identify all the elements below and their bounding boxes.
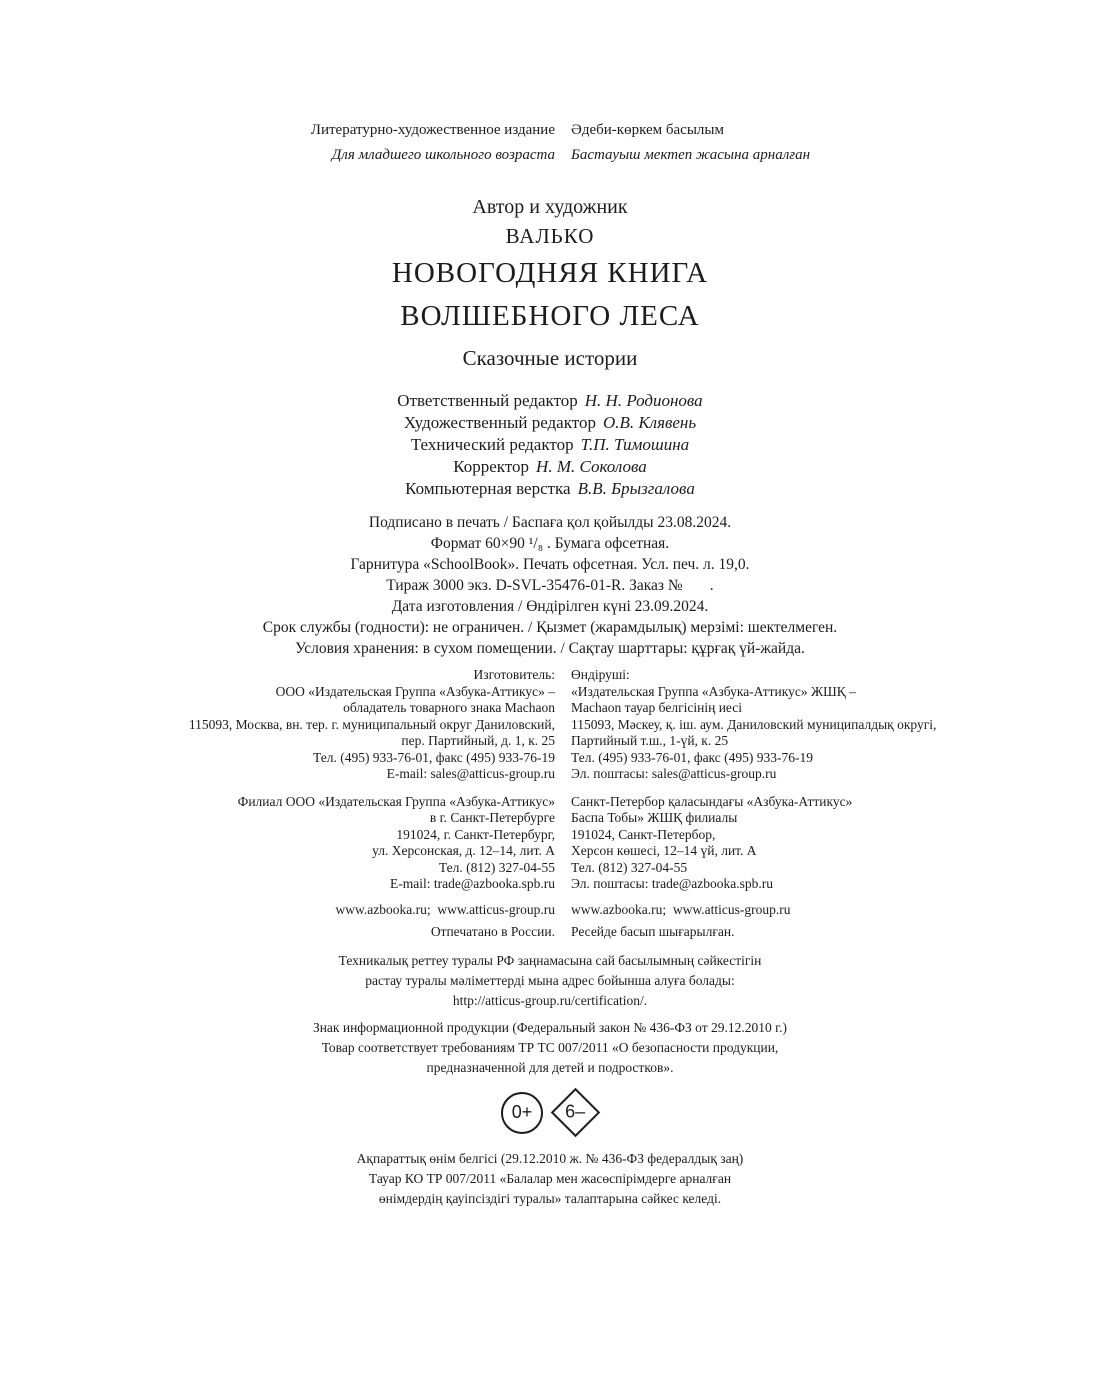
addr-line: E-mail: trade@azbooka.spb.ru xyxy=(390,876,555,891)
addr-line: Тел. (495) 933-76-01, факс (495) 933-76-19 xyxy=(312,749,555,765)
staff-role: Корректор xyxy=(453,457,530,476)
addr-line: 115093, Мәскеу, қ. іш. аум. Даниловский муниципалдық округі, xyxy=(571,716,937,732)
print-line-shelf-life: Срок службы (годности): не ограничен. / Қызмет (жарамдылық) мерзімі: шектелмеген. xyxy=(262,619,838,636)
staff-row xyxy=(0,456,1100,478)
print-line-storage: Условия хранения: в сухом помещении. / Сақтау шарттары: құрғақ үй-жайда. xyxy=(295,640,805,657)
certification-line: Техникалық реттеу туралы РФ заңнамасына сай басылымның сәйкестігін xyxy=(338,952,762,968)
addr-line: Тел. (812) 327-04-55 xyxy=(571,859,688,875)
compliance-line: Тауар КО ТР 007/2011 «Балалар мен жасөспірімдерге арналған xyxy=(368,1170,732,1186)
branch-block xyxy=(0,794,1100,893)
staff-role: Ответственный редактор xyxy=(397,391,578,410)
staff-name: О.В. Клявень xyxy=(602,413,697,432)
info-sign-line: предназначенной для детей и подростков». xyxy=(426,1059,674,1075)
addr-line: Тел. (812) 327-04-55 xyxy=(438,859,555,875)
addr-line: ООО «Издательская Группа «Азбука-Аттикус» – xyxy=(275,683,555,699)
print-line-typeface: Гарнитура «SchoolBook». Печать офсетная. Усл. печ. л. 19,0. xyxy=(350,556,750,573)
certification-block xyxy=(0,951,1100,1011)
book-title-line1: НОВОГОДНЯЯ КНИГА xyxy=(391,257,709,289)
websites-ru: www.azbooka.ru; www.atticus-group.ru xyxy=(335,901,555,917)
addr-line: ул. Херсонская, д. 12–14, лит. А xyxy=(372,843,555,858)
staff-row xyxy=(0,478,1100,500)
staff-role: Технический редактор xyxy=(410,435,574,454)
addr-line: «Издательская Группа «Азбука-Аттикус» ЖШҚ – xyxy=(571,683,856,699)
print-line-circulation: Тираж 3000 экз. D-SVL-35476-01-R. Заказ № . xyxy=(386,577,714,594)
edition-block xyxy=(0,118,1100,168)
addr-line: Эл. поштасы: trade@azbooka.spb.ru xyxy=(571,876,773,891)
addr-line: 191024, г. Санкт-Петербург, xyxy=(396,826,555,842)
edition-kz-audience: Бастауыш мектеп жасына арналған xyxy=(571,147,811,163)
title-block xyxy=(0,194,1100,378)
addr-line: в г. Санкт-Петербурге xyxy=(429,810,555,825)
printed-in-ru: Отпечатано в России. xyxy=(430,924,555,939)
staff-row xyxy=(0,412,1100,434)
edition-kz xyxy=(563,118,1100,168)
print-line-signed: Подписано в печать / Баспаға қол қойылды 23.08.2024. xyxy=(368,514,732,531)
addr-line: Изготовитель: xyxy=(473,667,555,682)
book-subtitle: Сказочные истории xyxy=(462,346,638,370)
addr-line: Өндіруші: xyxy=(571,667,630,682)
printed-in-row xyxy=(0,924,1100,941)
age-mark-diamond-icon xyxy=(551,1088,600,1137)
manufacturer-ru xyxy=(0,667,563,783)
addr-line: Machaon тауар белгісінің иесі xyxy=(571,700,742,715)
edition-ru-type: Литературно-художественное издание xyxy=(310,122,555,138)
info-sign-block xyxy=(0,1018,1100,1078)
certification-line: http://atticus-group.ru/certification/. xyxy=(452,992,648,1008)
staff-row xyxy=(0,390,1100,412)
addr-line: Санкт-Петербор қаласындағы «Азбука-Аттикус» xyxy=(571,793,853,809)
age-mark-circle-icon: 0+ xyxy=(501,1092,543,1134)
staff-role: Художественный редактор xyxy=(403,413,596,432)
print-line-date: Дата изготовления / Өндірілген күні 23.09.2024. xyxy=(391,598,709,615)
author-label: Автор и художник xyxy=(472,196,628,218)
edition-ru-audience: Для младшего школьного возраста xyxy=(331,147,555,163)
addr-line: Эл. поштасы: sales@atticus-group.ru xyxy=(571,766,777,781)
info-sign-line: Товар соответствует требованиям ТР ТС 007/2011 «О безопасности продукции, xyxy=(321,1039,779,1055)
staff-row xyxy=(0,434,1100,456)
websites-row xyxy=(0,902,1100,919)
addr-line: E-mail: sales@atticus-group.ru xyxy=(386,766,555,781)
staff-name: Н. Н. Родионова xyxy=(584,391,703,410)
staff-name: Н. М. Соколова xyxy=(536,457,647,476)
compliance-line: Ақпараттық өнім белгісі (29.12.2010 ж. № 436-ФЗ федералдық заң) xyxy=(356,1150,744,1166)
branch-kz xyxy=(563,794,1100,893)
websites-kz: www.azbooka.ru; www.atticus-group.ru xyxy=(571,901,791,917)
age-mark-diamond-label: 6– xyxy=(565,1102,586,1122)
edition-ru xyxy=(0,118,563,168)
author-name: ВАЛЬКО xyxy=(505,224,595,248)
manufacturer-block xyxy=(0,667,1100,783)
staff-name: В.В. Брызгалова xyxy=(577,479,695,498)
staff-role: Компьютерная верстка xyxy=(405,479,571,498)
edition-kz-type: Әдеби-көркем басылым xyxy=(571,122,724,138)
addr-line: 191024, Санкт-Петербор, xyxy=(571,826,716,842)
addr-line: пер. Партийный, д. 1, к. 25 xyxy=(401,733,555,748)
addr-line: Филиал ООО «Издательская Группа «Азбука-Аттикус» xyxy=(237,793,555,809)
book-title-line2: ВОЛШЕБНОГО ЛЕСА xyxy=(400,300,700,332)
addr-line: Тел. (495) 933-76-01, факс (495) 933-76-19 xyxy=(571,749,814,765)
printed-in-kz: Ресейде басып шығарылған. xyxy=(571,924,735,939)
staff-name: Т.П. Тимошина xyxy=(580,435,690,454)
addr-line: обладатель товарного знака Machaon xyxy=(343,700,555,715)
addr-line: Партийный т.ш., 1-үй, к. 25 xyxy=(571,733,729,748)
addr-line: Херсон көшесі, 12–14 үй, лит. А xyxy=(571,843,757,858)
addr-line: 115093, Москва, вн. тер. г. муниципальный округ Даниловский, xyxy=(188,716,555,732)
manufacturer-kz xyxy=(563,667,1100,783)
addr-line: Баспа Тобы» ЖШҚ филиалы xyxy=(571,810,738,825)
print-line-format: Формат 60×90 ¹/₈ . Бумага офсетная. xyxy=(430,535,670,552)
branch-ru xyxy=(0,794,563,893)
certification-line: растау туралы мәліметтерді мына адрес бойынша алуға болады: xyxy=(365,972,735,988)
compliance-block xyxy=(0,1149,1100,1209)
staff-block xyxy=(0,390,1100,500)
compliance-line: өнімдердің қауіпсіздігі туралы» талаптарына сәйкес келеді. xyxy=(378,1190,722,1206)
info-sign-line: Знак информационной продукции (Федеральный закон № 436-ФЗ от 29.12.2010 г.) xyxy=(312,1019,788,1035)
age-marks-row xyxy=(0,1087,1100,1139)
print-info-block xyxy=(0,512,1100,659)
